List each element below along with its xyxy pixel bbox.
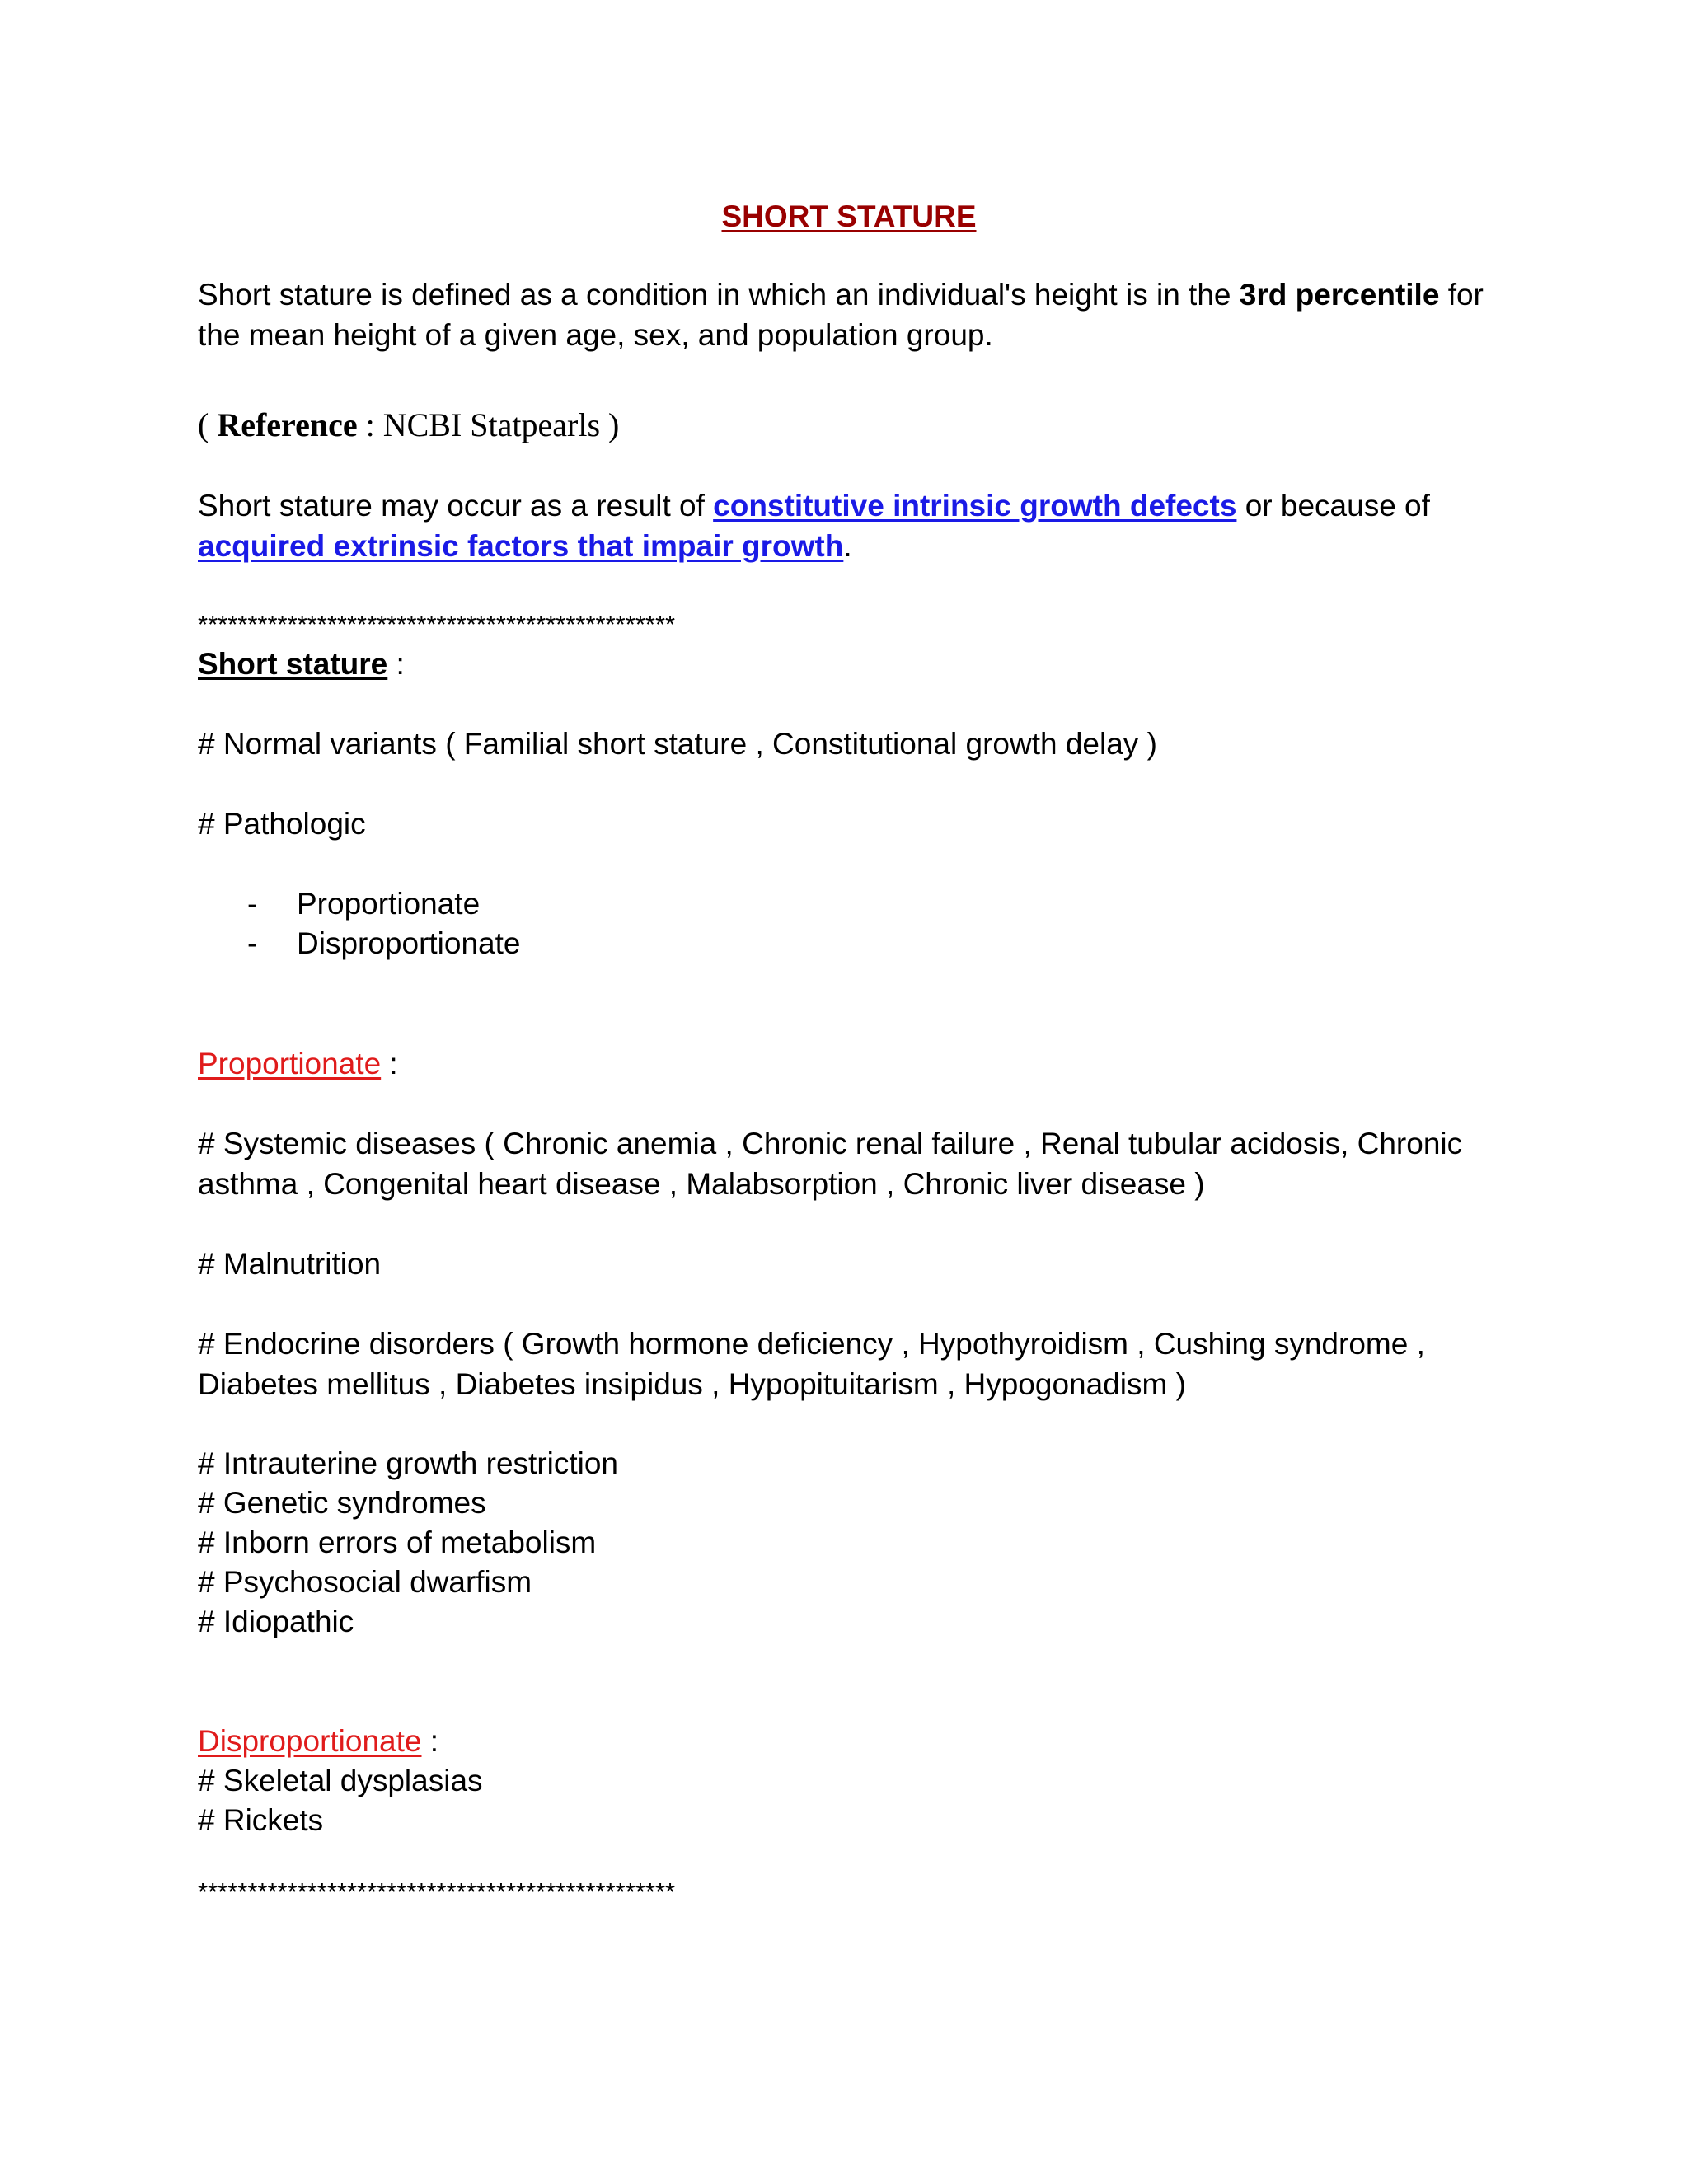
- list-item: # Inborn errors of metabolism: [198, 1526, 597, 1559]
- list-item: # Idiopathic: [198, 1605, 354, 1638]
- separator-bottom: ************************************************: [198, 1877, 676, 1906]
- causes-text-2: or because of: [1236, 489, 1430, 523]
- list-item: # Intrauterine growth restriction: [198, 1446, 619, 1480]
- reference-open: (: [198, 406, 218, 443]
- list-item: # Skeletal dysplasias: [198, 1764, 483, 1797]
- systemic-diseases-paragraph: # Systemic diseases ( Chronic anemia , Chronic renal failure , Renal tubular acidosis, Chronic asthma , Congenital heart disease , Malabsorption , Chronic liver disease ): [198, 1127, 1463, 1201]
- reference-text: : NCBI Statpearls ): [357, 406, 620, 443]
- short-stature-colon: :: [387, 647, 405, 681]
- reference-line: [198, 405, 1500, 445]
- intrinsic-defects-link[interactable]: constitutive intrinsic growth defects: [713, 489, 1237, 523]
- causes-text-3: .: [843, 529, 852, 563]
- normal-variants-line: # Normal variants ( Familial short stature , Constitutional growth delay ): [198, 727, 1157, 761]
- proportionate-colon: :: [381, 1047, 398, 1080]
- list-item-proportionate: [247, 883, 1484, 924]
- disproportionate-colon: :: [421, 1724, 439, 1758]
- extrinsic-factors-link[interactable]: acquired extrinsic factors that impair growth: [198, 529, 844, 563]
- list-item: # Psychosocial dwarfism: [198, 1565, 532, 1599]
- disproportionate-heading: [198, 1721, 1500, 1761]
- malnutrition-line: # Malnutrition: [198, 1247, 382, 1281]
- definition-paragraph: [198, 274, 1500, 355]
- list-item: # Genetic syndromes: [198, 1486, 486, 1520]
- pathologic-line: # Pathologic: [198, 807, 366, 841]
- list-item-label: Proportionate: [297, 887, 481, 921]
- list-dash: -: [247, 887, 258, 921]
- list-item-disproportionate: [247, 923, 1484, 963]
- list-item: # Rickets: [198, 1803, 324, 1837]
- definition-text-2: for the mean height of a given age, sex, and population group.: [198, 278, 1484, 352]
- proportionate-heading: [198, 1043, 1500, 1084]
- causes-paragraph: [198, 485, 1500, 566]
- reference-label: Reference: [217, 406, 358, 443]
- list-dash: -: [247, 926, 258, 960]
- list-item-label: Disproportionate: [297, 926, 521, 960]
- causes-text-1: Short stature may occur as a result of: [198, 489, 714, 523]
- definition-text-1: Short stature is defined as a condition in which an individual's height is in the: [198, 278, 1240, 312]
- proportionate-heading-text: Proportionate: [198, 1047, 382, 1080]
- definition-bold: 3rd percentile: [1239, 278, 1440, 312]
- endocrine-paragraph: # Endocrine disorders ( Growth hormone deficiency , Hypothyroidism , Cushing syndrome , Diabetes mellitus , Diabetes insipidus , Hypopituitarism , Hypogonadism ): [198, 1327, 1425, 1401]
- short-stature-heading: [198, 644, 1500, 684]
- disproportionate-heading-text: Disproportionate: [198, 1724, 422, 1758]
- short-stature-heading-text: Short stature: [198, 647, 388, 681]
- page-title: SHORT STATURE: [721, 199, 977, 233]
- separator-top: ************************************************: [198, 610, 676, 639]
